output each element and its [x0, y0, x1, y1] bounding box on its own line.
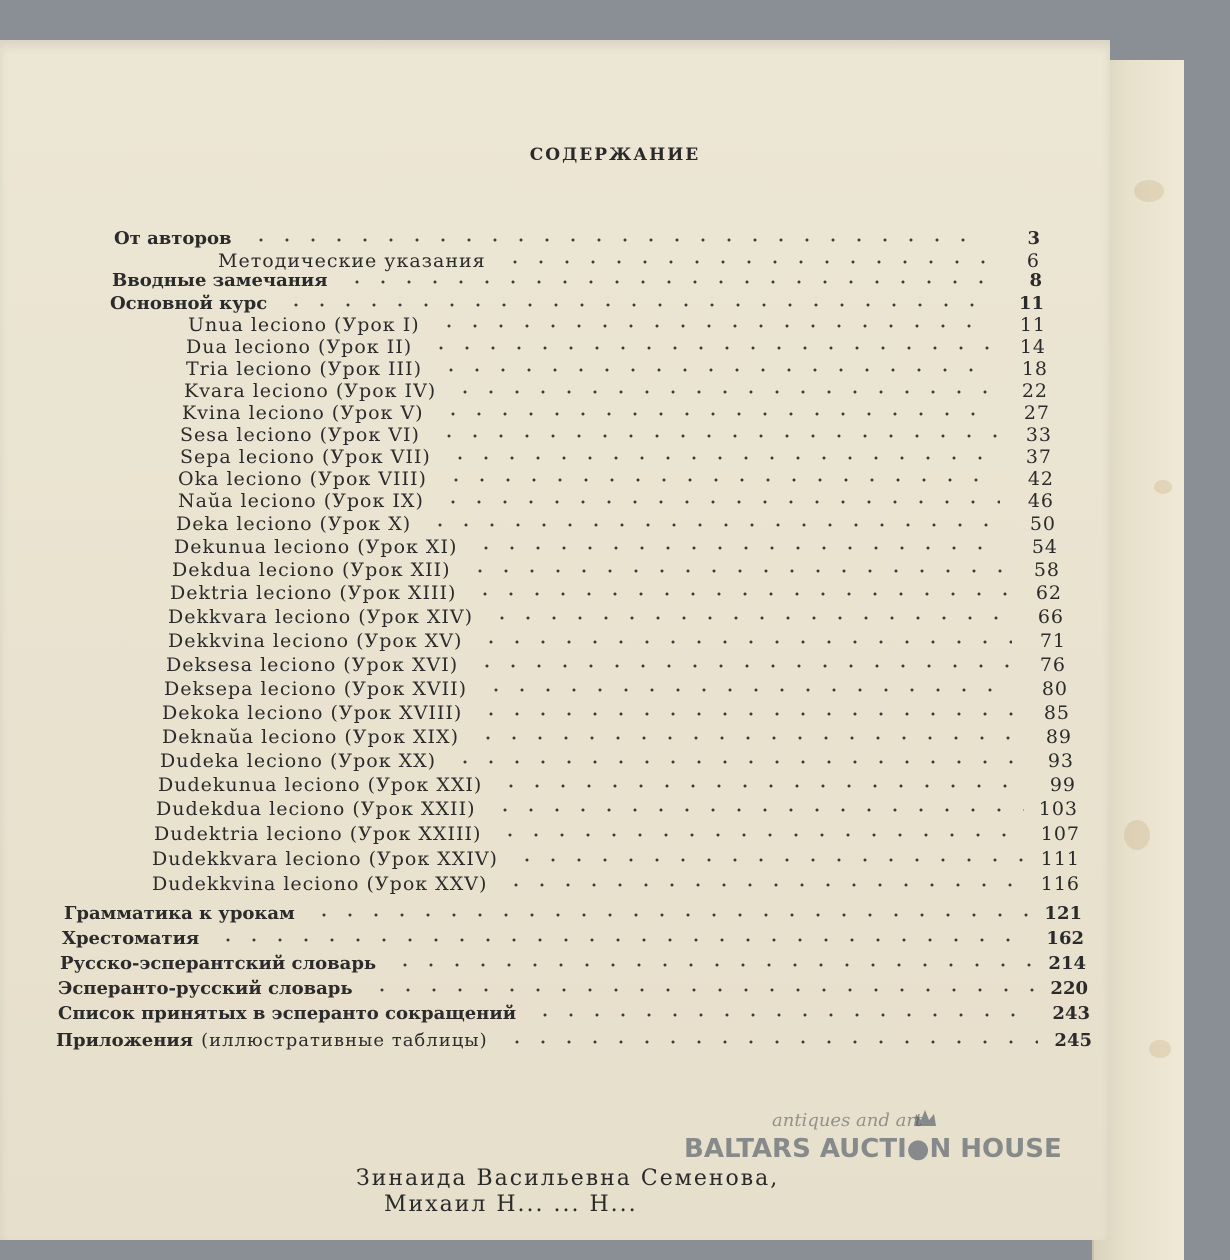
watermark-tagline: antiques and art	[772, 1110, 923, 1131]
dot-leader	[209, 938, 1030, 942]
toc-page-number: 162	[1046, 928, 1084, 949]
toc-page-number: 22	[1021, 380, 1048, 402]
toc-entry-label: Dudeka leciono (Урок XX)	[160, 750, 437, 772]
dot-leader	[421, 523, 1002, 527]
toc-entry	[178, 490, 1054, 514]
toc-page-number: 214	[1048, 953, 1086, 974]
toc-entry-label: Oka leciono (Урок VIII)	[178, 468, 427, 490]
toc-page-number: 243	[1052, 1003, 1090, 1024]
dot-leader	[386, 963, 1032, 967]
toc-entry	[184, 380, 1048, 404]
toc-page-number: 58	[1033, 559, 1060, 581]
watermark-name: BALTARS AUCTI●N HOUSE	[684, 1134, 1062, 1164]
toc-entry	[58, 1003, 1090, 1027]
toc-page-number: 66	[1037, 606, 1064, 628]
dot-leader	[492, 784, 1022, 788]
toc-page-number: 85	[1043, 702, 1070, 724]
toc-page-number: 8	[1029, 270, 1042, 291]
toc-page-number: 245	[1054, 1030, 1092, 1051]
dot-leader	[483, 616, 1010, 620]
toc-entry-label: Dudekunua leciono (Урок XXI)	[158, 774, 483, 796]
toc-entry-label: Sesa leciono (Урок VI)	[180, 424, 420, 446]
toc-page-number: 93	[1047, 750, 1074, 772]
dot-leader	[363, 988, 1034, 992]
dot-leader	[491, 833, 1026, 837]
dot-leader	[434, 412, 996, 416]
toc-page-number: 42	[1027, 468, 1054, 490]
dot-leader	[466, 592, 1008, 596]
toc-entry	[62, 928, 1084, 952]
dot-leader	[526, 1013, 1036, 1017]
dot-leader	[508, 858, 1026, 862]
dot-leader	[422, 346, 992, 350]
dot-leader	[430, 434, 998, 438]
toc-page-number: 14	[1019, 336, 1046, 358]
toc-entry	[180, 424, 1052, 448]
toc-page-number: 71	[1039, 630, 1066, 652]
toc-entry-label: Dekdua leciono (Урок XII)	[172, 559, 451, 581]
toc-entry	[158, 774, 1076, 798]
dot-leader	[498, 1040, 1038, 1044]
toc-entry-label: Вводные замечания	[112, 270, 328, 291]
toc-page-number: 89	[1045, 726, 1072, 748]
toc-entry	[58, 978, 1088, 1002]
toc-entry	[152, 848, 1080, 872]
toc-entry-label: Эсперанто-русский словарь	[58, 978, 353, 999]
toc-page-number: 111	[1040, 848, 1080, 870]
dot-leader	[277, 303, 990, 307]
toc-entry-label: Методические указания	[218, 250, 486, 272]
toc-entry	[186, 336, 1046, 360]
toc-entry	[64, 903, 1082, 927]
dot-leader	[441, 456, 998, 460]
dot-leader	[468, 664, 1012, 668]
dot-leader	[305, 913, 1028, 917]
dot-leader	[472, 640, 1012, 644]
toc-entry-label: Deka leciono (Урок X)	[176, 513, 412, 535]
toc-entry-label: От авторов	[114, 228, 232, 249]
dot-leader	[430, 324, 992, 328]
toc-entry-label: Русско-эсперантский словарь	[60, 953, 377, 974]
toc-page-number: 37	[1025, 446, 1052, 468]
toc-page-number: 27	[1023, 402, 1050, 424]
toc-entry-label: Dudekkvina leciono (Урок XXV)	[152, 873, 488, 895]
toc-entry	[166, 654, 1066, 678]
dot-leader	[446, 390, 994, 394]
toc-entry-label: Kvina leciono (Урок V)	[182, 402, 424, 424]
toc-entry-label: Список принятых в эсперанто сокращений	[58, 1003, 517, 1024]
toc-page-number: 62	[1035, 582, 1062, 604]
toc-entry	[162, 726, 1072, 750]
toc-entry	[186, 358, 1048, 382]
dot-leader	[461, 569, 1006, 573]
toc-page-number: 6	[1026, 250, 1040, 272]
toc-entry	[60, 953, 1086, 977]
toc-entry	[178, 468, 1054, 492]
toc-entry-label: Приложения	[56, 1030, 194, 1051]
dot-leader	[446, 760, 1020, 764]
imprint-line-1: Зинаида Васильевна Семенова,	[356, 1166, 780, 1191]
toc-entry	[182, 402, 1050, 426]
toc-page-number: 220	[1050, 978, 1088, 999]
toc-page-number: 107	[1040, 823, 1080, 845]
toc-entry-label: Основной курс	[110, 293, 268, 314]
toc-page-number: 11	[1019, 314, 1046, 336]
toc-entry	[164, 678, 1068, 702]
toc-entry	[56, 1030, 1092, 1054]
toc-page-number: 76	[1039, 654, 1066, 676]
toc-page-number: 103	[1038, 798, 1078, 820]
toc-entry-label: Dua leciono (Урок II)	[186, 336, 413, 358]
toc-page-number: 46	[1027, 490, 1054, 512]
dot-leader	[437, 478, 1000, 482]
dot-leader	[338, 280, 988, 284]
dot-leader	[472, 712, 1016, 716]
toc-entry	[162, 702, 1070, 726]
toc-page-number: 11	[1018, 293, 1044, 314]
toc-entry-label: Dudekkvara leciono (Урок XXIV)	[152, 848, 498, 870]
dot-leader	[469, 736, 1018, 740]
toc-entry-label: Kvara leciono (Урок IV)	[184, 380, 437, 402]
page-title: СОДЕРЖАНИЕ	[529, 145, 701, 165]
toc-page-number: 80	[1041, 678, 1068, 700]
toc-entry-label: Deksepa leciono (Урок XVII)	[164, 678, 468, 700]
dot-leader	[477, 688, 1014, 692]
toc-page-number: 121	[1044, 903, 1082, 924]
toc-entry-label: Naŭa leciono (Урок IX)	[178, 490, 424, 512]
toc-entry	[156, 798, 1078, 822]
dot-leader	[467, 546, 1004, 550]
toc-entry-label: Unua leciono (Урок I)	[188, 314, 420, 336]
toc-entry	[170, 582, 1062, 606]
toc-entry-label: Deknaŭa leciono (Урок XIX)	[162, 726, 459, 748]
toc-entry	[176, 513, 1056, 537]
toc-entry	[154, 823, 1080, 847]
toc-entry-label: Dekkvina leciono (Урок XV)	[168, 630, 463, 652]
toc-entry	[180, 446, 1052, 470]
toc-entry-label: Dudektria leciono (Урок XXIII)	[154, 823, 482, 845]
toc-entry	[112, 270, 1042, 294]
dot-leader	[486, 808, 1025, 812]
toc-entry-label: Dekunua leciono (Урок XI)	[174, 536, 458, 558]
toc-entry-note: (иллюстративные таблицы)	[201, 1030, 488, 1051]
dot-leader	[496, 260, 986, 264]
toc-entry-label: Deksesa leciono (Урок XVI)	[166, 654, 459, 676]
toc-page-number: 54	[1031, 536, 1058, 558]
toc-entry-label: Хрестоматия	[62, 928, 200, 949]
toc-entry	[152, 873, 1080, 897]
dot-leader	[434, 500, 1000, 504]
toc-entry	[188, 314, 1046, 338]
imprint-line-2: Михаил Н... ... Н...	[384, 1192, 638, 1217]
toc-entry	[160, 750, 1074, 774]
toc-entry	[172, 559, 1060, 583]
toc-entry	[174, 536, 1058, 560]
dot-leader	[242, 238, 986, 242]
toc-entry-label: Tria leciono (Урок III)	[186, 358, 422, 380]
toc-entry	[168, 630, 1066, 654]
toc-page-number: 18	[1021, 358, 1048, 380]
toc-entry	[114, 228, 1040, 252]
toc-entry-label: Sepa leciono (Урок VII)	[180, 446, 431, 468]
dot-leader	[432, 368, 994, 372]
toc-entry-label: Dektria leciono (Урок XIII)	[170, 582, 457, 604]
toc-entry-label: Dudekdua leciono (Урок XXII)	[156, 798, 476, 820]
toc-page-number: 99	[1049, 774, 1076, 796]
toc-page-number: 33	[1025, 424, 1052, 446]
dot-leader	[497, 883, 1026, 887]
toc-page-number: 116	[1040, 873, 1080, 895]
toc-entry-label: Dekoka leciono (Урок XVIII)	[162, 702, 463, 724]
toc-page-number: 3	[1027, 228, 1040, 249]
toc-entry-label: Грамматика к урокам	[64, 903, 295, 924]
toc-page-number: 50	[1029, 513, 1056, 535]
toc-entry	[168, 606, 1064, 630]
toc-entry-label: Dekkvara leciono (Урок XIV)	[168, 606, 474, 628]
